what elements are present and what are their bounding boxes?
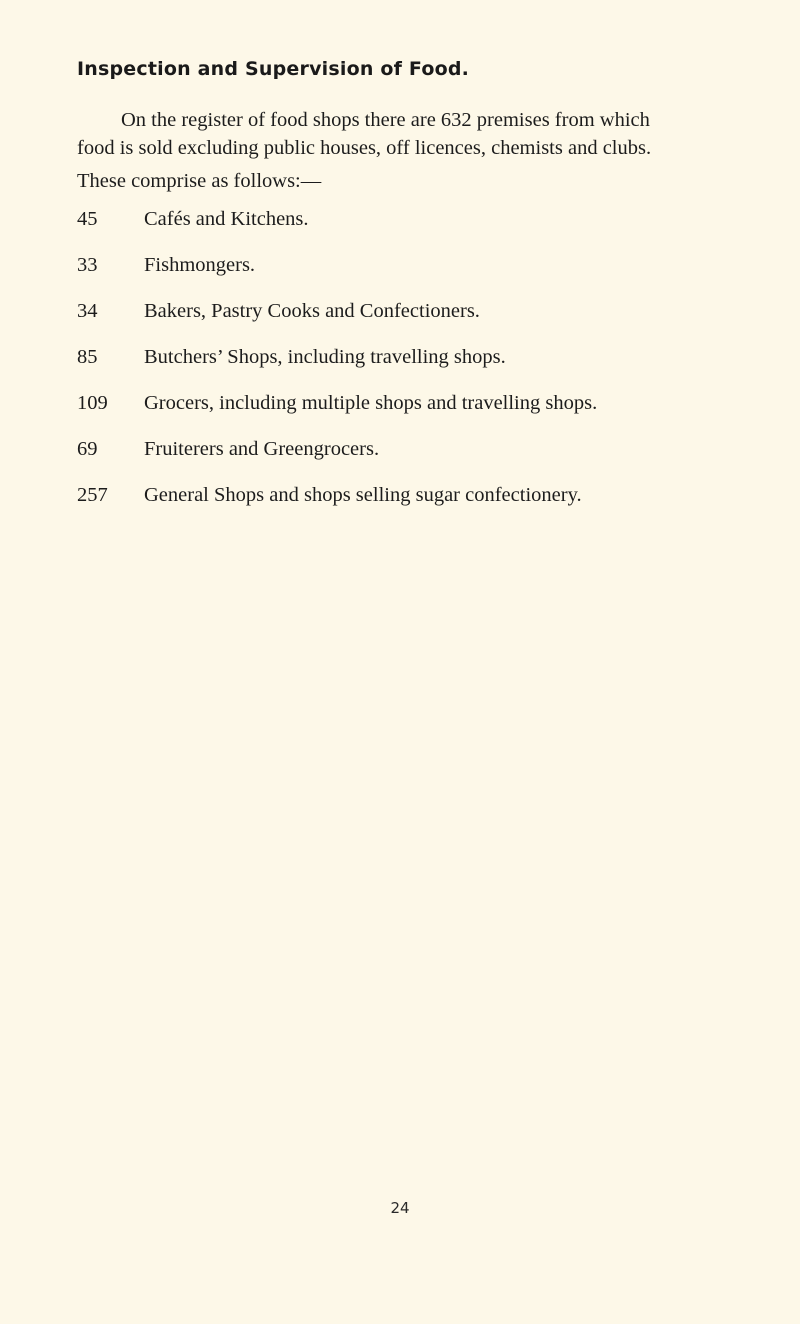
item-count: 257 — [77, 484, 108, 506]
list-item — [77, 346, 767, 392]
intro-line-1: On the register of food shops there are 632 premises from which — [121, 109, 650, 131]
intro-paragraph — [77, 106, 745, 162]
item-label: Fishmongers. — [144, 254, 256, 276]
item-label: Grocers, including multiple shops and travelling shops. — [144, 392, 598, 414]
section-heading: Inspection and Supervision of Food. — [77, 58, 470, 80]
page-number: 24 — [390, 1199, 410, 1217]
intro-line-2: food is sold excluding public houses, off licences, chemists and clubs. — [77, 137, 652, 159]
item-label: Bakers, Pastry Cooks and Confectioners. — [144, 300, 480, 322]
list-item — [77, 484, 767, 530]
list-item — [77, 300, 767, 346]
list-item — [77, 208, 767, 254]
item-label: Fruiterers and Greengrocers. — [144, 438, 380, 460]
item-count: 34 — [77, 300, 98, 322]
item-count: 85 — [77, 346, 98, 368]
item-count: 45 — [77, 208, 98, 230]
item-label: Cafés and Kitchens. — [144, 208, 309, 230]
item-label: Butchers’ Shops, including travelling shops. — [144, 346, 506, 368]
item-count: 69 — [77, 438, 98, 460]
item-count: 33 — [77, 254, 98, 276]
food-shop-list — [77, 208, 767, 530]
item-count: 109 — [77, 392, 108, 414]
list-lead-text: These comprise as follows:— — [77, 170, 322, 192]
list-item — [77, 254, 767, 300]
list-item — [77, 438, 767, 484]
list-item — [77, 392, 767, 438]
item-label: General Shops and shops selling sugar confectionery. — [144, 484, 582, 506]
